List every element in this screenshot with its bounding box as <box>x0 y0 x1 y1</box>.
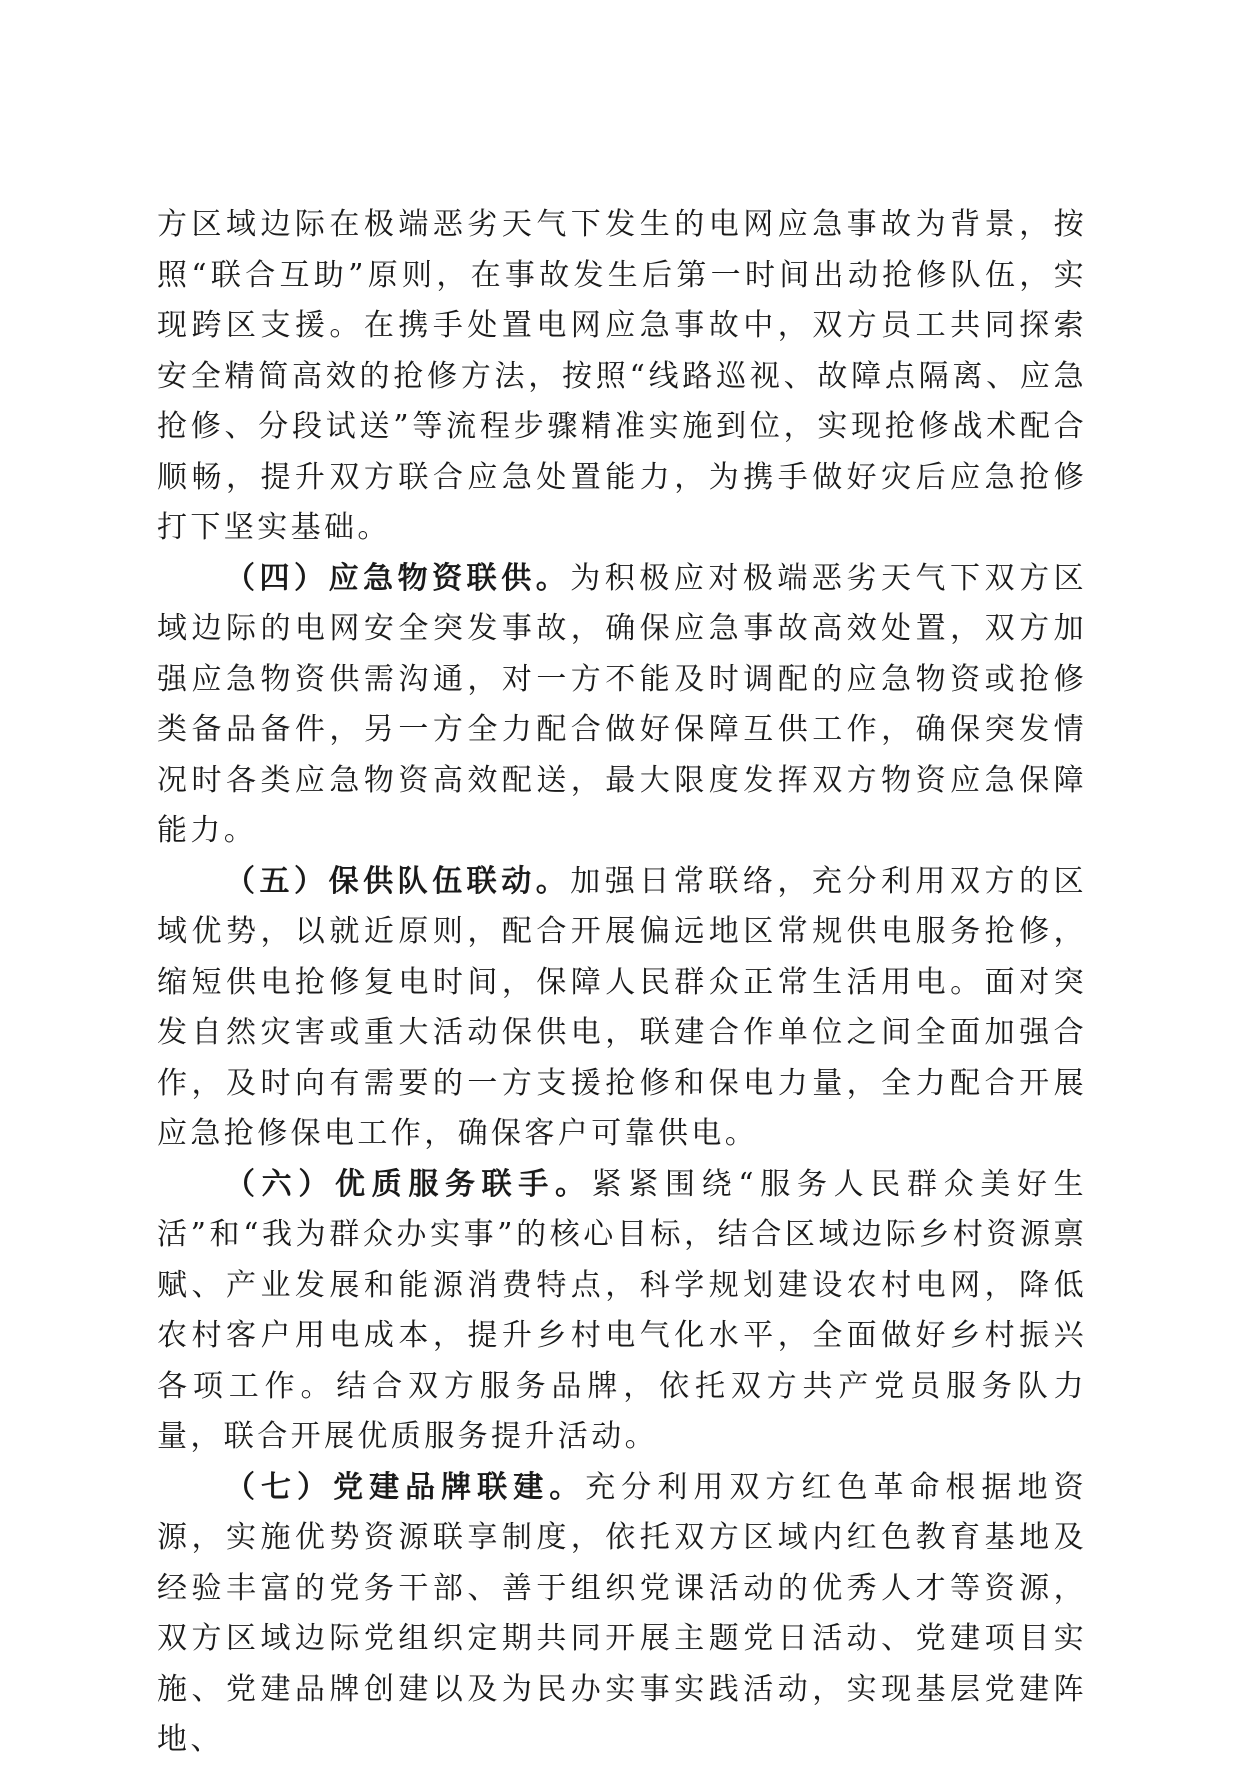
section-heading: （四）应急物资联供。 <box>225 560 571 596</box>
paragraph-emergency-supplies <box>157 554 1087 857</box>
section-heading: （七）党建品牌联建。 <box>225 1469 586 1505</box>
paragraph-text: 为积极应对极端恶劣天气下双方区域边际的电网安全突发事故，确保应急事故高效处置，双方加强应急物资供需沟通，对一方不能及时调配的应急物资或抢修类备品备件，另一方全力配合做好保障互供工作，确保突发情况时各类应急物资高效配送，最大限度发挥双方物资应急保障能力。 <box>157 560 1087 848</box>
paragraph-continuation <box>157 200 1087 554</box>
paragraph-quality-service <box>157 1160 1087 1463</box>
paragraph-party-brand <box>157 1463 1087 1766</box>
section-heading: （五）保供队伍联动。 <box>225 863 571 899</box>
paragraph-supply-team <box>157 857 1087 1160</box>
section-heading: （六）优质服务联手。 <box>225 1166 592 1202</box>
document-body <box>157 200 1087 1766</box>
paragraph-text: 紧紧围绕“服务人民群众美好生活”和“我为群众办实事”的核心目标，结合区域边际乡村资源禀赋、产业发展和能源消费特点，科学规划建设农村电网，降低农村客户用电成本，提升乡村电气化水平，全面做好乡村振兴各项工作。结合双方服务品牌，依托双方共产党员服务队力量，联合开展优质服务提升活动。 <box>157 1166 1088 1454</box>
paragraph-text: 方区域边际在极端恶劣天气下发生的电网应急事故为背景，按照“联合互助”原则，在事故发生后第一时间出动抢修队伍，实现跨区支援。在携手处置电网应急事故中，双方员工共同探索安全精简高效的抢修方法，按照“线路巡视、故障点隔离、应急抢修、分段试送”等流程步骤精准实施到位，实现抢修战术配合顺畅，提升双方联合应急处置能力，为携手做好灾后应急抢修打下坚实基础。 <box>157 207 1087 545</box>
paragraph-text: 加强日常联络，充分利用双方的区域优势，以就近原则，配合开展偏远地区常规供电服务抢修，缩短供电抢修复电时间，保障人民群众正常生活用电。面对突发自然灾害或重大活动保供电，联建合作单位之间全面加强合作，及时向有需要的一方支援抢修和保电力量，全力配合开展应急抢修保电工作，确保客户可靠供电。 <box>157 863 1087 1151</box>
paragraph-text: 充分利用双方红色革命根据地资源，实施优势资源联享制度，依托双方区域内红色教育基地及经验丰富的党务干部、善于组织党课活动的优秀人才等资源，双方区域边际党组织定期共同开展主题党日活动、党建项目实施、党建品牌创建以及为民办实事实践活动，实现基层党建阵地、 <box>157 1469 1087 1757</box>
